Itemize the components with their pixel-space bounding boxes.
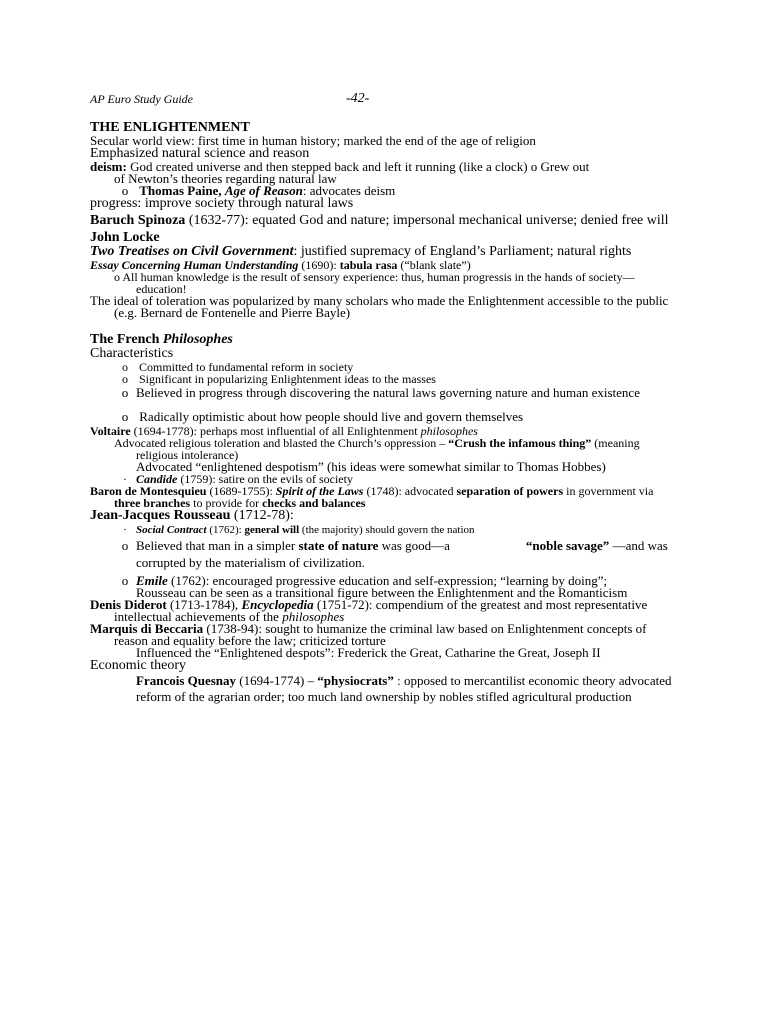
locke-bullet: o All human knowledge is the result of sensory experience: thus, human progressis in the hands of society— <box>114 270 635 284</box>
noble-savage-line: o Believed that man in a simpler state of nature was good—a “noble savage” —and was <box>121 538 668 553</box>
page-number: -42- <box>346 91 370 106</box>
locke-essay: Essay Concerning Human Understanding (1690): tabula rasa (“blank slate”) <box>90 258 471 272</box>
list-item: o Committed to fundamental reform in society <box>122 360 354 374</box>
page-header <box>90 88 706 110</box>
quesnay-line: Francois Quesnay (1694-1774) – “physiocrats” : opposed to mercantilist economic theory advocated <box>136 673 672 688</box>
deism-cont: of Newton’s theories regarding natural law <box>114 171 337 186</box>
locke-heading: John Locke <box>90 230 160 245</box>
quesnay-cont: reform of the agrarian order; too much land ownership by nobles stifled agricultural production <box>136 689 632 704</box>
list-item: o Significant in popularizing Enlightenment ideas to the masses <box>122 372 436 386</box>
locke-treatises: Two Treatises on Civil Government: justified supremacy of England’s Parliament; natural rights <box>90 244 632 259</box>
despots-line: Influenced the “Enlightened despots”: Frederick the Great, Catharine the Great, Joseph II <box>136 645 601 660</box>
beccaria-line: Marquis di Beccaria (1738-94): sought to humanize the criminal law based on Enlightenment concepts of <box>90 621 647 636</box>
text-line: Secular world view: first time in human history; marked the end of the age of religion <box>90 133 536 148</box>
economic-label: Economic theory <box>90 658 187 673</box>
deism-line: deism: God created universe and then stepped back and left it running (like a clock) o Grew out <box>90 159 590 174</box>
text-line: Emphasized natural science and reason <box>90 146 310 161</box>
locke-bullet-cont: education! <box>136 282 187 296</box>
toleration-line: The ideal of toleration was popularized by many scholars who made the Enlightenment accessible to the public <box>90 293 669 308</box>
montesquieu-cont: three branches to provide for checks and balances <box>114 496 366 510</box>
beccaria-cont: reason and equality before the law; criticized torture <box>114 633 386 648</box>
voltaire-toleration-cont: religious intolerance) <box>136 448 239 462</box>
voltaire-toleration: Advocated religious toleration and blasted the Church’s oppression – “Crush the infamous thing” (meaning <box>114 436 640 450</box>
philosophes-heading: The French Philosophes <box>90 332 233 347</box>
diderot-line: Denis Diderot (1713-1784), Encyclopedia (1751-72): compendium of the greatest and most representative <box>90 597 648 612</box>
header-title: AP Euro Study Guide <box>90 92 193 106</box>
diderot-cont: intellectual achievements of the philosophes <box>114 609 345 624</box>
paine-line: o Thomas Paine, Age of Reason: advocates deism <box>121 183 396 198</box>
noble-savage-cont: corrupted by the materialism of civilization. <box>136 555 365 570</box>
list-item: o Radically optimistic about how people should live and govern themselves <box>121 409 524 424</box>
voltaire-line: Voltaire (1694-1778): perhaps most influential of all Enlightenment philosophes <box>90 424 478 438</box>
rousseau-line: Jean-Jacques Rousseau (1712-78): <box>90 508 294 523</box>
list-item: o Believed in progress through discovering the natural laws governing nature and human existence <box>121 385 640 400</box>
text-line: progress: improve society through natural laws <box>90 196 354 211</box>
emile-line: o Emile (1762): encouraged progressive education and self-expression; “learning by doing”; <box>121 573 608 588</box>
candide-line: · Candide (1759): satire on the evils of society <box>123 472 353 486</box>
voltaire-despotism: Advocated “enlightened despotism” (his ideas were somewhat similar to Thomas Hobbes) <box>136 459 606 474</box>
characteristics-label: Characteristics <box>90 346 174 361</box>
spinoza-line: Baruch Spinoza (1632-77): equated God and nature; impersonal mechanical universe; denied free will <box>90 213 669 228</box>
toleration-cont: (e.g. Bernard de Fontenelle and Pierre Bayle) <box>114 305 351 320</box>
document-page <box>90 88 706 705</box>
emile-cont: Rousseau can be seen as a transitional figure between the Enlightenment and the Romanticism <box>136 585 628 600</box>
montesquieu-line: Baron de Montesquieu (1689-1755): Spirit of the Laws (1748): advocated separation of powers in government via <box>90 484 654 498</box>
social-contract-line: · Social Contract (1762): general will (the majority) should govern the nation <box>123 524 475 536</box>
section-title: THE ENLIGHTENMENT <box>90 120 250 135</box>
